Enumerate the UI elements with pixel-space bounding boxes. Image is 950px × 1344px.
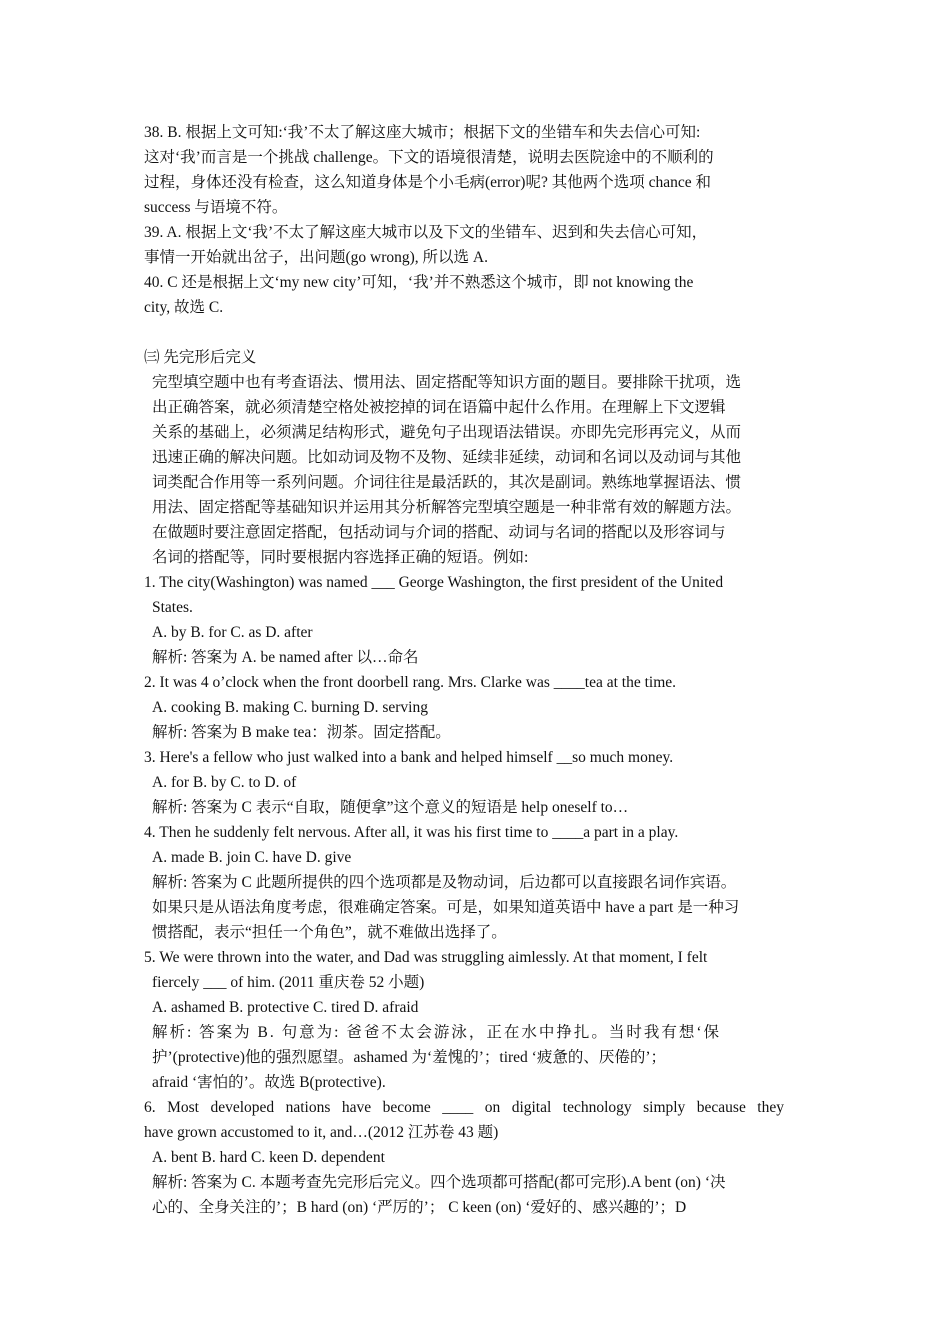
text-line: 这对‘我’而言是一个挑战 challenge。下文的语境很清楚，说明去医院途中的不顺利的 <box>144 149 714 166</box>
analysis-line: 护’(protective)他的强烈愿望。ashamed 为‘羞愧的’；tired ‘疲惫的、厌倦的’； <box>152 1049 666 1066</box>
text-line: 迅速正确的解决问题。比如动词及物不及物、延续非延续，动词和名词以及动词与其他 <box>152 449 742 466</box>
text-line: 完型填空题中也有考查语法、惯用法、固定搭配等知识方面的题目。要排除干扰项，选 <box>152 374 742 391</box>
text-line: 事情一开始就出岔子，出问题(go wrong), 所以选 A. <box>144 249 488 266</box>
options-line: A. ashamed B. protective C. tired D. afraid <box>152 999 419 1016</box>
question-line: 3. Here's a fellow who just walked into a bank and helped himself __so much money. <box>144 749 674 766</box>
text-line: 40. C 还是根据上文‘my new city’可知，‘我’并不熟悉这个城市，即 not knowing the <box>144 274 694 291</box>
text-line: 关系的基础上，必须满足结构形式，避免句子出现语法错误。亦即先完形再完义，从而 <box>152 424 742 441</box>
section-heading: ㈢ 先完形后完义 <box>144 349 257 366</box>
text-line: 名词的搭配等，同时要根据内容选择正确的短语。例如: <box>152 549 529 566</box>
text-line: success 与语境不符。 <box>144 199 288 216</box>
text-line: 过程，身体还没有检查，这么知道身体是个小毛病(error)呢? 其他两个选项 chance 和 <box>144 174 711 191</box>
analysis-line: 解析: 答案为 B make tea：沏茶。固定搭配。 <box>152 724 451 741</box>
text-line: 用法、固定搭配等基础知识并运用其分析解答完型填空题是一种非常有效的解题方法。 <box>152 499 742 516</box>
document-page <box>144 120 784 1220</box>
options-line: A. by B. for C. as D. after <box>152 624 313 641</box>
analysis-line: 解析: 答案为 A. be named after 以…命名 <box>152 649 419 666</box>
question-line: States. <box>152 599 193 616</box>
question-line: fiercely ___ of him. (2011 重庆卷 52 小题) <box>152 974 425 991</box>
text-line: 38. B. 根据上文可知:‘我’不太了解这座大城市；根据下文的坐错车和失去信心可知: <box>144 124 701 141</box>
question-line: have grown accustomed to it, and…(2012 江苏卷 43 题) <box>144 1124 499 1141</box>
options-line: A. for B. by C. to D. of <box>152 774 297 791</box>
analysis-line: 解析: 答案为 C 此题所提供的四个选项都是及物动词，后边都可以直接跟名词作宾语。 <box>152 874 737 891</box>
analysis-line: 惯搭配，表示“担任一个角色”，就不难做出选择了。 <box>152 924 507 941</box>
options-line: A. cooking B. making C. burning D. serving <box>152 699 428 716</box>
text-line: city, 故选 C. <box>144 299 224 316</box>
analysis-line: 如果只是从语法角度考虑，很难确定答案。可是，如果知道英语中 have a part 是一种习 <box>152 899 740 916</box>
text-line: 39. A. 根据上文‘我’不太了解这座大城市以及下文的坐错车、迟到和失去信心可知， <box>144 224 708 241</box>
blank-line <box>144 320 784 345</box>
analysis-line: afraid ‘害怕的’。故选 B(protective). <box>152 1074 386 1091</box>
options-line: A. bent B. hard C. keen D. dependent <box>152 1149 385 1166</box>
question-line: 5. We were thrown into the water, and Dad was struggling aimlessly. At that moment, I felt <box>144 949 708 966</box>
analysis-line: 解析: 答案为 C. 本题考查先完形后完义。四个选项都可搭配(都可完形).A bent (on) ‘决 <box>152 1174 726 1191</box>
question-line: 1. The city(Washington) was named ___ George Washington, the first president of the United <box>144 574 724 591</box>
options-line: A. made B. join C. have D. give <box>152 849 352 866</box>
analysis-line: 解析: 答案为 C 表示“自取，随便拿”这个意义的短语是 help oneself to… <box>152 799 629 816</box>
analysis-line: 解析: 答案为 B. 句意为: 爸爸不太会游泳，正在水中挣扎。当时我有想‘保 <box>152 1024 721 1041</box>
text-line: 在做题时要注意固定搭配，包括动词与介词的搭配、动词与名词的搭配以及形容词与 <box>152 524 726 541</box>
question-line: 4. Then he suddenly felt nervous. After all, it was his first time to ____a part in a play. <box>144 824 679 841</box>
analysis-line: 心的、全身关注的’；B hard (on) ‘严厉的’； C keen (on) ‘爱好的、感兴趣的’；D <box>152 1199 687 1216</box>
question-line: 2. It was 4 o’clock when the front doorbell rang. Mrs. Clarke was ____tea at the time. <box>144 674 677 691</box>
question-line: 6. Most developed nations have become ____ on digital technology simply because they <box>144 1099 784 1116</box>
text-line: 出正确答案，就必须清楚空格处被挖掉的词在语篇中起什么作用。在理解上下文逻辑 <box>152 399 726 416</box>
text-line: 词类配合作用等一系列问题。介词往往是最活跃的，其次是副词。熟练地掌握语法、惯 <box>152 474 742 491</box>
